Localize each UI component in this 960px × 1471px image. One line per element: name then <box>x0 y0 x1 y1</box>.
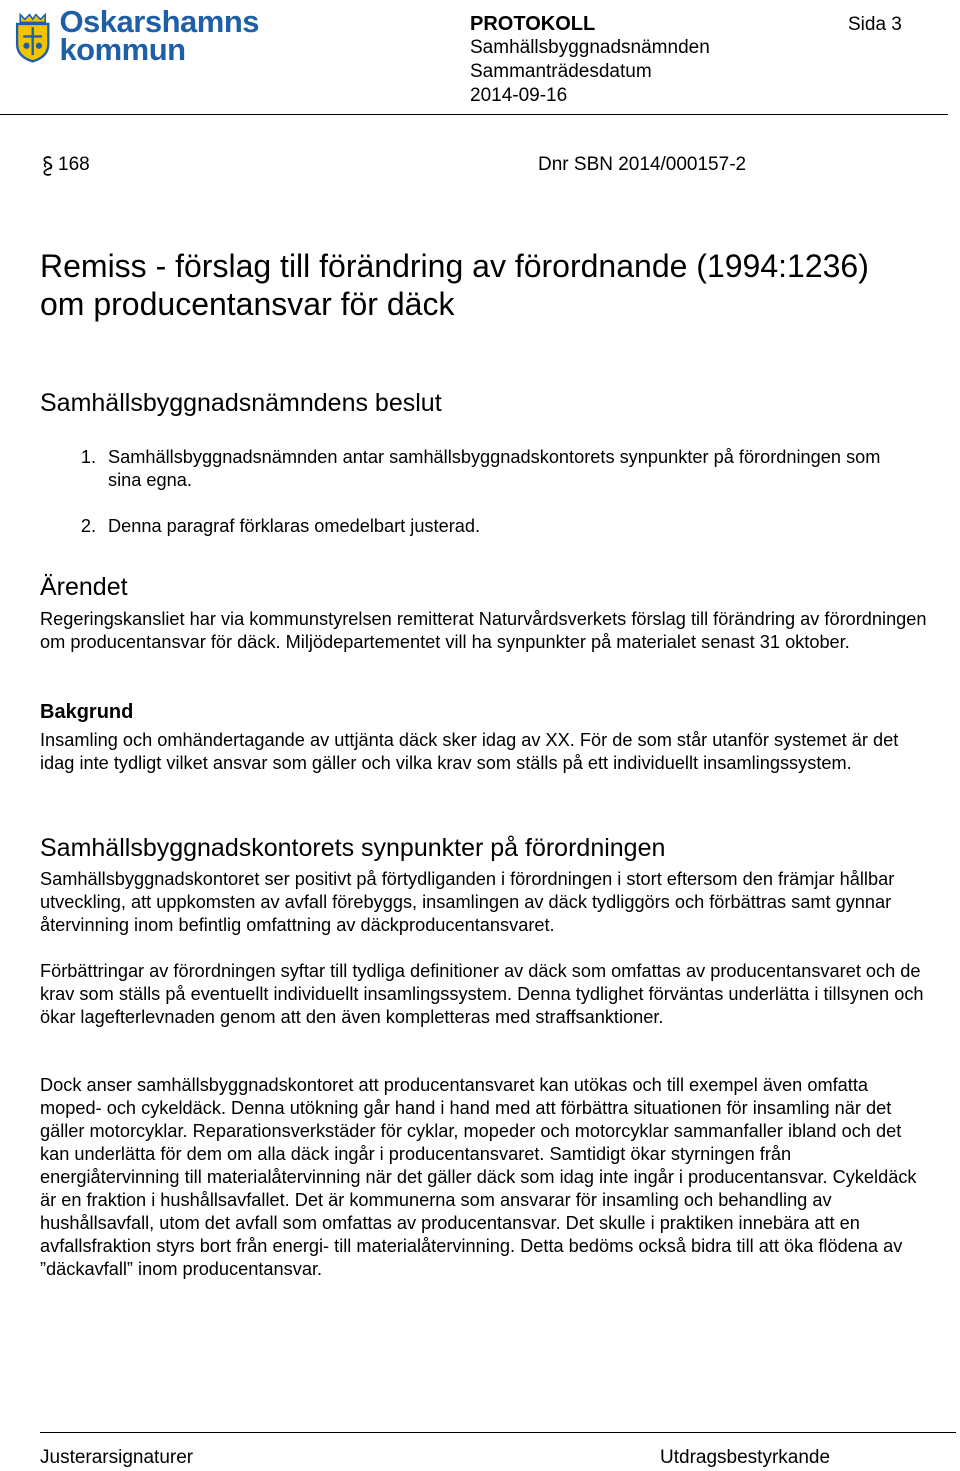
synpunkter-paragraph-2: Förbättringar av förordningen syftar till tydliga definitioner av däck som omfattas av producentansvaret och de krav som ställs på eventuellt individuellt insamlingssystem. Denna tydlighet förväntas underlätta i tillsynen och ökar lagefterlevnaden genom att den även kompletteras med straffsanktioner. <box>40 961 924 1027</box>
synpunkter-heading: Samhällsbyggnadskontorets synpunkter på förordningen <box>40 834 666 862</box>
meeting-date: 2014-09-16 <box>470 85 568 106</box>
bakgrund-heading: Bakgrund <box>40 701 134 723</box>
municipality-logo <box>14 6 259 72</box>
page-title: Remiss - förslag till förändring av förordnande (1994:1236) om producentansvar för däck <box>40 248 869 322</box>
arendet-heading: Ärendet <box>40 573 128 601</box>
municipal-crest-icon <box>14 6 51 70</box>
decision-heading: Samhällsbyggnadsnämndens beslut <box>40 389 442 417</box>
extract-certification-label: Utdragsbestyrkande <box>660 1447 831 1468</box>
logo-line-2: kommun <box>59 32 186 67</box>
diary-number: Dnr SBN 2014/000157-2 <box>538 154 747 175</box>
synpunkter-paragraph-3: Dock anser samhällsbyggnadskontoret att producentansvaret kan utökas och till exempel även omfatta moped- och cykeldäck. Denna utökning går hand i hand med att förbättra situationen för insamling när det gäller motorcyklar. Reparationsverkstäder för cyklar, mopeder och motorcyklar sammanfaller ibland och det kan underlätta för dem om alla däck ingår i producentansvaret. Samtidigt ökar styrningen från energiåtervinning till materialåtervinning när det gäller däck som idag inte ingår i producentansvar. Cykeldäck är en fraktion i hushållsavfallet. Det är kommunerna som ansvarar för insamling och behandling av hushållsavfall, utom det avfall som omfattas av producentansvar. Det skulle i praktiken innebära att en avfallsfraktion styrs bort från energi- till materialåtervinning. Detta bedöms också bidra till att öka flödena av ”däckavfall” inom producentansvar. <box>40 1075 917 1279</box>
logo-line-1: Oskarshamns <box>59 4 259 39</box>
page-number: Sida 3 <box>848 14 902 35</box>
list-item-text: Denna paragraf förklaras omedelbart justerad. <box>108 516 481 536</box>
committee-name: Samhällsbyggnadsnämnden <box>470 37 710 58</box>
signature-label: Justerarsignaturer <box>40 1447 194 1468</box>
document-type: PROTOKOLL <box>470 13 596 35</box>
list-item-number: 1. <box>80 447 96 467</box>
arendet-text: Regeringskansliet har via kommunstyrelsen remitterat Naturvårdsverkets förslag till förändring av förordningen om producentansvar för däck. Miljödepartementet vill ha synpunkter på materialet senast 31 oktober. <box>40 609 927 652</box>
list-item <box>40 446 930 492</box>
decision-list <box>40 446 930 538</box>
synpunkter-paragraph-1: Samhällsbyggnadskontoret ser positivt på förtydliganden i förordningen i stort eftersom den främjar hållbar utveckling, att uppkomsten av avfall förebyggs, insamlingen av däck tydliggörs och förbättras samt gynnar återvinning inom befintlig omfattning av däckproducentansvaret. <box>40 869 895 935</box>
case-number: 168 <box>58 154 90 175</box>
meeting-date-label: Sammanträdesdatum <box>470 61 652 82</box>
header-divider <box>0 114 948 115</box>
section-sign-icon <box>40 155 56 177</box>
footer-divider <box>40 1432 956 1433</box>
list-item-text: Samhällsbyggnadsnämnden antar samhällsbyggnadskontorets synpunkter på förordningen som sina egna. <box>108 447 881 490</box>
bakgrund-text: Insamling och omhändertagande av uttjänta däck sker idag av XX. För de som står utanför systemet är det idag inte tydligt vilket ansvar som gäller och vilka krav som ställs på ett individuellt insamlingssystem. <box>40 730 899 773</box>
list-item <box>40 515 930 538</box>
list-item-number: 2. <box>80 516 96 536</box>
